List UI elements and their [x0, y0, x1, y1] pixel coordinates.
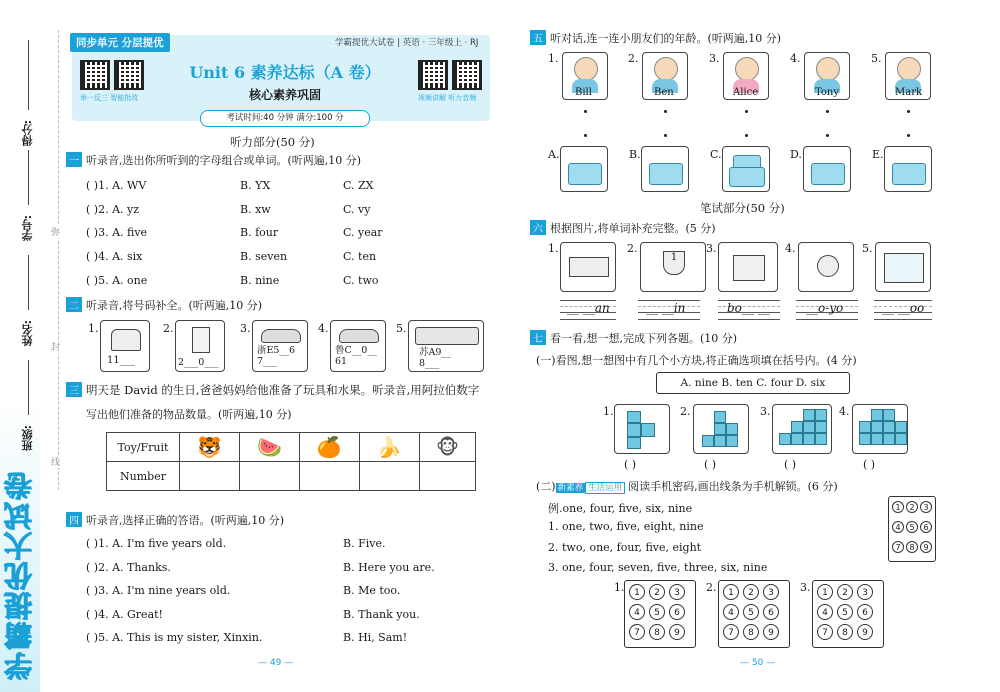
- s6-word-1: __ __an: [567, 301, 610, 315]
- s2-text-4: 鲁C__0__ 61: [335, 345, 377, 367]
- key[interactable]: 2: [743, 584, 759, 600]
- s2-num-4: 4.: [318, 322, 329, 335]
- kid-num-5: 5.: [871, 52, 882, 65]
- series-label: 学霸提优大试卷 | 英语 · 三年级上 · RJ: [335, 38, 479, 48]
- qr-code-icon: [114, 60, 144, 90]
- class-line: [28, 360, 29, 415]
- s6-word-3: bo__ __: [727, 301, 770, 315]
- birthday-cake-picture: [560, 146, 608, 192]
- cake-label-a: A.: [548, 148, 560, 161]
- key: 8: [906, 541, 918, 553]
- s1-q3-b: B. four: [240, 226, 279, 239]
- key[interactable]: 5: [743, 604, 759, 620]
- van-picture: [560, 242, 616, 292]
- kid-alice-picture: [723, 52, 769, 100]
- s6-word-5: __ __oo: [882, 301, 925, 315]
- key[interactable]: 8: [837, 624, 853, 640]
- monkey-toy-icon: 🐵: [435, 435, 459, 459]
- connect-dot[interactable]: [664, 134, 667, 137]
- cake-label-d: D.: [790, 148, 802, 161]
- answer-cell[interactable]: [299, 462, 359, 491]
- cube-num-4: 4.: [839, 405, 850, 418]
- answer-cell[interactable]: [419, 462, 475, 491]
- key: 7: [892, 541, 904, 553]
- s6-num-3: 3.: [706, 242, 717, 255]
- s2-num-2: 2.: [163, 322, 174, 335]
- cube-num-1: 1.: [603, 405, 614, 418]
- qr-caption-left: 举一反三 智能批改: [80, 94, 139, 102]
- answer-paren-4[interactable]: ( ): [863, 458, 876, 471]
- page-number-right: — 50 —: [740, 658, 776, 668]
- connect-dot[interactable]: [907, 134, 910, 137]
- s2-text-2: 2___0___: [178, 357, 219, 368]
- s1-q5-a: ( )5. A. one: [86, 274, 148, 287]
- score-line: [28, 40, 29, 110]
- answer-cell[interactable]: [180, 462, 240, 491]
- answer-cell[interactable]: [359, 462, 419, 491]
- cake-label-b: B.: [629, 148, 641, 161]
- cake-label-c: C.: [710, 148, 722, 161]
- qr-caption-right: 视频讲解 听力音频: [418, 94, 477, 102]
- items-table: [106, 432, 476, 491]
- sequence-1: 1. one, two, five, eight, nine: [548, 520, 704, 533]
- name-line: [28, 255, 29, 310]
- taxi-picture: [330, 320, 386, 372]
- key[interactable]: 7: [817, 624, 833, 640]
- name-label: 姓名:: [21, 320, 34, 347]
- s6-num-4: 4.: [785, 242, 796, 255]
- s2-num-3: 3.: [240, 322, 251, 335]
- pad-num-1: 1.: [614, 581, 625, 594]
- s1-q1-b: B. YX: [240, 179, 271, 192]
- section-4-title: 四 听录音,选择正确的答语。(听两遍,10 分): [66, 512, 284, 528]
- answer-paren-1[interactable]: ( ): [624, 458, 637, 471]
- s4-q3-b: B. Me too.: [343, 584, 401, 597]
- student-id-line: [28, 150, 29, 205]
- tiger-toy-icon: 🐯: [197, 435, 222, 459]
- cubes-picture-4: [852, 404, 908, 454]
- s4-q4-a: ( )4. A. Great!: [86, 608, 163, 621]
- key[interactable]: 3: [669, 584, 685, 600]
- options-box: A. nine B. ten C. four D. six: [656, 372, 850, 394]
- cubes-picture-3: [772, 404, 832, 454]
- key[interactable]: 6: [857, 604, 873, 620]
- kid-name: Mark: [895, 87, 923, 98]
- sequence-3: 3. one, four, seven, five, three, six, nine: [548, 561, 768, 574]
- bus-picture: [408, 320, 484, 372]
- birthday-cake-picture: [803, 146, 851, 192]
- section-6-title: 六 根据图片,将单词补充完整。(5 分): [530, 220, 716, 236]
- orange-icon: 🍊: [316, 435, 342, 459]
- s1-q2-b: B. xw: [240, 203, 271, 216]
- key[interactable]: 9: [669, 624, 685, 640]
- section-7-title: 七 看一看,想一想,完成下列各题。(10 分): [530, 330, 737, 346]
- key: 3: [920, 501, 932, 513]
- kid-ben-picture: [642, 52, 688, 100]
- s4-q3-a: ( )3. A. I'm nine years old.: [86, 584, 231, 597]
- connect-dot[interactable]: [826, 110, 829, 113]
- s1-q4-c: C. ten: [343, 250, 377, 263]
- key[interactable]: 5: [837, 604, 853, 620]
- badge-new-literacy: 新素养: [557, 483, 584, 493]
- cake-label-e: E.: [872, 148, 884, 161]
- key[interactable]: 1: [817, 584, 833, 600]
- birthday-cake-picture: [884, 146, 932, 192]
- binding-strip: [0, 0, 62, 692]
- s6-num-1: 1.: [548, 242, 559, 255]
- page-number-left: — 49 —: [258, 658, 294, 668]
- example-pad: [888, 496, 936, 562]
- kid-num-1: 1.: [548, 52, 559, 65]
- key[interactable]: 4: [817, 604, 833, 620]
- section-5-title: 五 听对话,连一连小朋友们的年龄。(听两遍,10 分): [530, 30, 781, 46]
- birthday-cake-picture: [641, 146, 689, 192]
- s1-q1-c: C. ZX: [343, 179, 374, 192]
- connect-dot[interactable]: [745, 110, 748, 113]
- key[interactable]: 7: [723, 624, 739, 640]
- answer-cell[interactable]: [239, 462, 299, 491]
- key[interactable]: 7: [629, 624, 645, 640]
- seal-line: [58, 30, 59, 490]
- pad-num-2: 2.: [706, 581, 717, 594]
- zoo-picture: [875, 242, 931, 292]
- s2-text-3: 浙E5__6 7___: [257, 345, 296, 367]
- yoyo-picture: [798, 242, 854, 292]
- class-label: 班级:: [21, 425, 34, 452]
- cubes-picture-1: [614, 404, 670, 454]
- s4-q2-b: B. Here you are.: [343, 561, 435, 574]
- kid-name: Bill: [575, 87, 592, 98]
- key: 6: [920, 521, 932, 533]
- unlock-pad-3[interactable]: [812, 580, 884, 648]
- listening-heading: 听力部分(50 分): [230, 135, 315, 149]
- kid-num-4: 4.: [790, 52, 801, 65]
- section-3-title: 三 明天是 David 的生日,爸爸妈妈给他准备了玩具和水果。听录音,用阿拉伯数字: [66, 382, 479, 398]
- birthday-cake-picture: [722, 146, 770, 192]
- qr-code-icon: [452, 60, 482, 90]
- s2-num-5: 5.: [396, 322, 407, 335]
- kid-name: Ben: [654, 87, 674, 98]
- s4-q4-b: B. Thank you.: [343, 608, 420, 621]
- key: 4: [892, 521, 904, 533]
- s1-q3-a: ( )3. A. five: [86, 226, 148, 239]
- key[interactable]: 3: [857, 584, 873, 600]
- unit-tag: 同步单元 分层提优: [70, 33, 170, 52]
- seal-char-2: 封: [51, 340, 60, 353]
- key[interactable]: 8: [743, 624, 759, 640]
- s4-q1-a: ( )1. A. I'm five years old.: [86, 537, 227, 550]
- kid-mark-picture: [885, 52, 931, 100]
- s4-q1-b: B. Five.: [343, 537, 386, 550]
- s6-word-4: __o-yo: [806, 301, 844, 315]
- door-picture: [175, 320, 225, 372]
- qr-code-icon: [418, 60, 448, 90]
- unlock-pad-2[interactable]: [718, 580, 790, 648]
- kid-num-2: 2.: [628, 52, 639, 65]
- key: 5: [906, 521, 918, 533]
- box-picture: [718, 242, 778, 292]
- s6-num-2: 2.: [627, 242, 638, 255]
- key[interactable]: 1: [629, 584, 645, 600]
- section-2-title: 二 听录音,将号码补全。(听两遍,10 分): [66, 297, 262, 313]
- s4-q5-a: ( )5. A. This is my sister, Xinxin.: [86, 631, 263, 644]
- qr-code-icon: [80, 60, 110, 90]
- cube-num-3: 3.: [760, 405, 771, 418]
- brand-logo: 学霸提优大试卷: [3, 470, 36, 680]
- badge-life-use: 生活运用: [585, 482, 625, 494]
- kid-name: Alice: [733, 87, 759, 98]
- s2-num-1: 1.: [88, 322, 99, 335]
- connect-dot[interactable]: [826, 134, 829, 137]
- writing-heading: 笔试部分(50 分): [700, 201, 785, 215]
- s6-word-2: __ __in: [646, 301, 686, 315]
- section-3-title-cont: 写出他们准备的物品数量。(听两遍,10 分): [86, 408, 292, 421]
- key: 2: [906, 501, 918, 513]
- connect-dot[interactable]: [745, 134, 748, 137]
- car-picture: [252, 320, 308, 372]
- telephone-picture: [100, 320, 150, 372]
- s6-num-5: 5.: [862, 242, 873, 255]
- key[interactable]: 9: [763, 624, 779, 640]
- seal-char-1: 弥: [51, 225, 60, 238]
- cube-num-2: 2.: [680, 405, 691, 418]
- example-sequence: 例.one, four, five, six, nine: [548, 502, 693, 515]
- answer-paren-2[interactable]: ( ): [704, 458, 717, 471]
- s1-q5-b: B. nine: [240, 274, 280, 287]
- key[interactable]: 1: [723, 584, 739, 600]
- key[interactable]: 6: [669, 604, 685, 620]
- kid-name: Tony: [815, 87, 840, 98]
- s2-text-5: 苏A9__ 8___: [419, 347, 451, 369]
- s1-q5-c: C. two: [343, 274, 379, 287]
- key[interactable]: 8: [649, 624, 665, 640]
- connect-dot[interactable]: [584, 110, 587, 113]
- connect-dot[interactable]: [664, 110, 667, 113]
- key[interactable]: 4: [723, 604, 739, 620]
- trophy-picture: 1: [640, 242, 706, 292]
- kid-num-3: 3.: [709, 52, 720, 65]
- s4-q2-a: ( )2. A. Thanks.: [86, 561, 171, 574]
- s7-part-2-instruction: (二) 新素养 生活运用 阅读手机密码,画出线条为手机解锁。(6 分): [536, 480, 838, 493]
- kid-bill-picture: [562, 52, 608, 100]
- connect-dot[interactable]: [907, 110, 910, 113]
- s1-q4-a: ( )4. A. six: [86, 250, 143, 263]
- page-title: Unit 6 素养达标（A 卷）: [189, 63, 381, 82]
- score-label: 得分:: [21, 120, 34, 147]
- exam-info: 考试时间:40 分钟 满分:100 分: [200, 110, 370, 127]
- connect-dot[interactable]: [584, 134, 587, 137]
- key[interactable]: 2: [837, 584, 853, 600]
- key[interactable]: 6: [763, 604, 779, 620]
- s1-q2-c: C. vy: [343, 203, 371, 216]
- banana-icon: 🍌: [376, 435, 402, 459]
- key[interactable]: 2: [649, 584, 665, 600]
- key[interactable]: 9: [857, 624, 873, 640]
- answer-paren-3[interactable]: ( ): [784, 458, 797, 471]
- key[interactable]: 5: [649, 604, 665, 620]
- s7-part-1-instruction: (一)看图,想一想图中有几个小方块,将正确选项填在括号内。(4 分): [536, 354, 857, 367]
- key: 9: [920, 541, 932, 553]
- s4-q5-b: B. Hi, Sam!: [343, 631, 408, 644]
- s1-q1-a: ( )1. A. WV: [86, 179, 147, 192]
- key[interactable]: 3: [763, 584, 779, 600]
- sequence-2: 2. two, one, four, five, eight: [548, 541, 702, 554]
- table-row-number: Number: [107, 462, 180, 491]
- seal-char-3: 线: [51, 455, 60, 468]
- cubes-picture-2: [693, 404, 749, 454]
- kid-tony-picture: [804, 52, 850, 100]
- s1-q2-a: ( )2. A. yz: [86, 203, 140, 216]
- student-id-label: 学号:: [21, 215, 34, 242]
- pad-num-3: 3.: [800, 581, 811, 594]
- s1-q3-c: C. year: [343, 226, 383, 239]
- key[interactable]: 4: [629, 604, 645, 620]
- table-row-header: Toy/Fruit: [107, 433, 180, 462]
- watermelon-icon: 🍉: [256, 435, 282, 459]
- s2-text-1: 11___: [107, 355, 135, 366]
- section-1-title: 一 听录音,选出你所听到的字母组合或单词。(听两遍,10 分): [66, 152, 361, 168]
- s1-q4-b: B. seven: [240, 250, 288, 263]
- page-subtitle: 核心素养巩固: [248, 88, 321, 102]
- unlock-pad-1[interactable]: [624, 580, 696, 648]
- key: 1: [892, 501, 904, 513]
